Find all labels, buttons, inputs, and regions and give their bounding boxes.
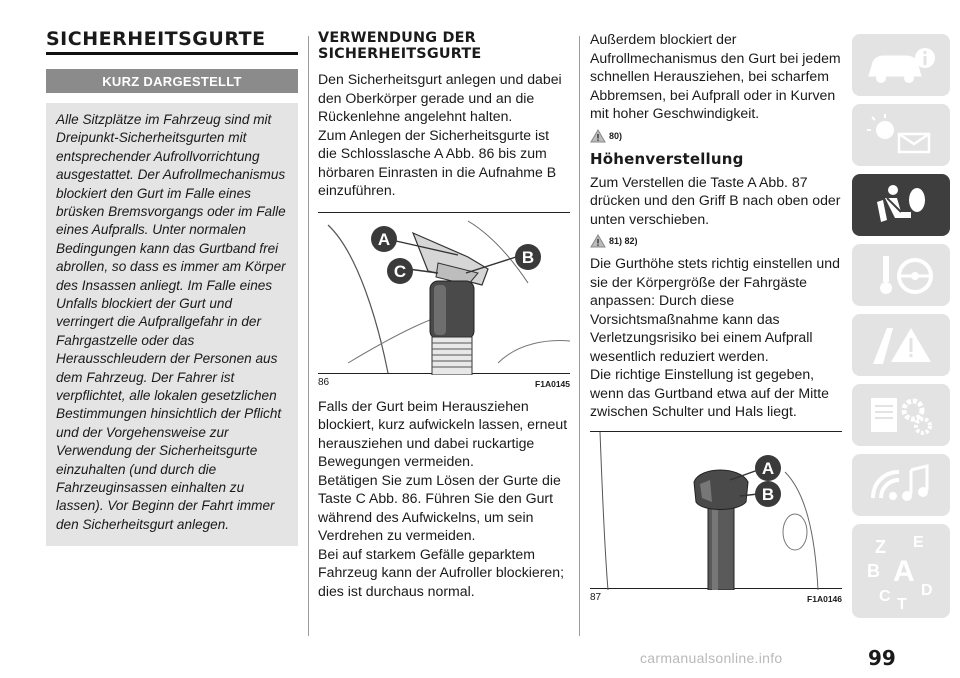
chapter-tab-maintenance[interactable] [852,384,950,446]
chapter-tab-index[interactable] [852,524,950,618]
warning-ref-1-text: 80) [609,130,623,141]
page-number: 99 [868,646,896,670]
column-summary [46,30,298,546]
chapter-tab-knowing-vehicle[interactable] [852,34,950,96]
figure-87-code: F1A0146 [807,593,842,604]
multimedia-icon [863,462,939,508]
figure-87-caption [590,589,842,604]
callout-a-label: A [761,458,775,478]
warning-ref-2 [590,234,842,248]
chapter-tab-multimedia[interactable] [852,454,950,516]
figure-86-number: 86 [318,376,330,388]
figure-86-code: F1A0145 [535,378,570,389]
summary-box [46,103,298,546]
usage-paragraph-1: Den Sicherheitsgurt anlegen und dabei den Oberkörper gerade und an die Rückenlehne angelehnt halten. [318,71,562,124]
figure-87-number: 87 [590,591,602,603]
col3-paragraph-3: Die Gurthöhe stets richtig einstellen und sie der Körpergröße der Fahrgäste anpassen: Durch diese Vorsichtsmaßnahme kann das Verletzungsrisiko bei einem Aufprall wesentlich reduziert werden. [590,255,840,364]
usage-paragraph-5: Bei auf starkem Gefälle geparktem Fahrzeug kann der Aufroller blockieren; dies ist durchaus normal. [318,545,564,599]
col3-paragraph-4: Die richtige Einstellung ist gegeben, wenn das Gurtband etwa auf der Mitte zwischen Schulter und Hals liegt. [590,366,829,419]
warning-triangle-icon [590,234,606,248]
page-title: SICHERHEITSGURTE [46,30,298,55]
column-height [590,30,842,604]
height-adjuster-illustration [590,432,842,590]
column-usage [318,30,570,600]
index-letter: C [879,588,891,605]
summary-heading: KURZ DARGESTELLT [46,69,298,93]
figure-86-caption [318,374,570,389]
car-info-icon [863,42,939,88]
airbag-seat-icon [863,182,939,228]
callout-a-label: A [377,229,391,249]
buckle-illustration [318,213,570,375]
col3-paragraph-2: Zum Verstellen die Taste A Abb. 87 drücken und den Griff B nach oben oder unten verschieben. [590,173,841,227]
index-letter: B [867,561,880,581]
col3-paragraph-1: Außerdem blockiert der Aufrollmechanismus den Gurt bei jedem schnellen Herausziehen, bei scharfem Abbremsen, bei Aufprall oder in Kurven mit hoher Geschwindigkeit. [590,31,841,121]
callout-c-label: C [393,261,407,281]
usage-heading-line1: VERWENDUNG DER [318,30,476,46]
callout-b-label: B [521,247,535,267]
index-letter: T [897,596,907,611]
usage-heading [318,30,570,62]
road-warning-icon [863,322,939,368]
callout-b-label: B [761,484,775,504]
warning-ref-1 [590,129,842,143]
chapter-tab-safety[interactable] [852,174,950,236]
usage-heading-line2: SICHERHEITSGURTE [318,46,482,62]
chapter-tab-dashboard[interactable] [852,104,950,166]
index-letter: A [893,555,915,588]
figure-86 [318,212,570,374]
warning-triangle-icon [590,129,606,143]
warning-ref-2-text: 81) 82) [609,236,638,246]
index-letter: D [921,582,933,599]
service-gears-icon [863,392,939,438]
usage-paragraph-4: Betätigen Sie zum Lösen der Gurte die Taste C Abb. 86. Führen Sie den Gurt während des Aufwickelns, um sein Verdrehen zu vermeiden. [318,471,561,543]
chapter-tab-starting-driving[interactable] [852,244,950,306]
column-divider-2 [579,36,580,636]
summary-text: Alle Sitzplätze im Fahrzeug sind mit Dreipunkt-Sicherheitsgurten mit entsprechender Aufrollvorrichtung ausgestattet. Der Aufrollmechanismus blockiert den Gurt im Falle eines brüsken Bremsvorgangs oder im Falle eines Aufpralls. Unter normalen Bedingungen kann das Gurtband frei abrollen, so dass es immer am Körper des Insassen anliegt. Im Falle eines Unfalls blockiert der Gurt und verringert die Aufprallgefahr in der Fahrgastzelle oder das Herausschleudern der Personen aus dem Fahrzeug. Der Fahrer ist verpflichtet, alle lokalen gesetzlichen Bestimmungen hinsichtlich der Pflicht und der Vorgehensweise zur Verwendung der Sicherheitsgurte einzuhalten (und durch die Fahrzeuginsassen einhalten zu lassen). Vor Beginn der Fahrt immer den Sicherheitsgurt anlegen. [56,111,286,532]
index-letter: Z [875,537,886,557]
warning-lights-icon [863,112,939,158]
index-letters-icon [861,531,941,611]
figure-87 [590,431,842,589]
height-heading: Höhenverstellung [590,149,744,168]
index-letter: E [913,534,924,551]
column-divider-1 [308,36,309,636]
watermark: carmanualsonline.info [640,650,783,666]
usage-paragraph-2: Zum Anlegen der Sicherheitsgurte ist die Schlosslasche A Abb. 86 bis zum hörbaren Einrasten in die Aufnahme B einzuführen. [318,126,557,198]
usage-paragraph-3: Falls der Gurt beim Herausziehen blockiert, kurz aufwickeln lassen, erneut herausziehen und dabei ruckartige Bewegungen vermeiden. [318,397,568,469]
key-steering-icon [863,252,939,298]
chapter-tab-emergency[interactable] [852,314,950,376]
